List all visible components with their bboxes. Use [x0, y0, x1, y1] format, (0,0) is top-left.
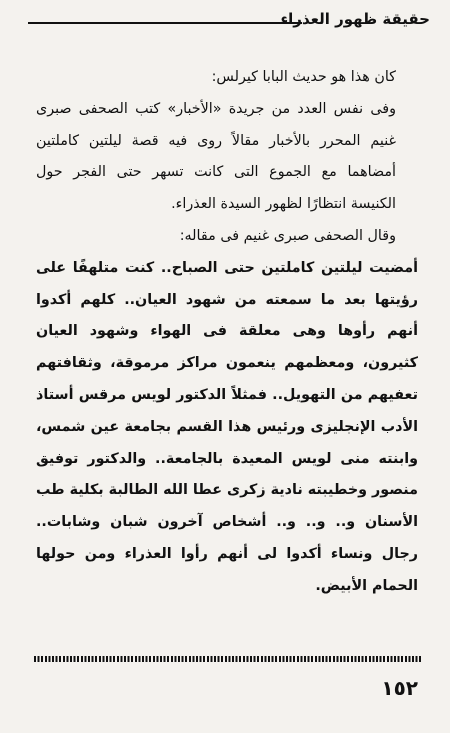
header-rule	[28, 22, 302, 24]
running-header	[28, 8, 430, 34]
paragraph-3: وقال الصحفى صبرى غنيم فى مقاله:	[179, 227, 396, 244]
paragraph-1: كان هذا هو حديث البابا كيرلس:	[211, 69, 396, 85]
paragraph-4-text: أمضيت ليلتين كاملتين حتى الصباح.. كنت متلهفًا على رؤيتها بعد ما سمعته من شهود العيان.. كلهم أكدوا أنهم رأوها وهى معلقة فى الهواء وشهود العيان كثيرون، ومعظمهم ينعمون مراكز مرموقة، وثقافتهم تعفيهم من التهويل.. فمثلاً الدكتور لويس مرقس أستاذ الأدب الإنجليزى ورئيس هذا القسم بجامعة عين شمس، وابنته منى لويس المعيدة بالجامعة.. والدكتور توفيق منصور وخطيبته نادية زكرى عطا الله الطالبة بكلية طب الأسنان و.. و.. و.. أشخاص آخرون شبان وشابات.. رجال ونساء أكدوا لى أنهم رأوا العذراء ومن حولها الحمام الأبيض.	[36, 259, 418, 594]
body-text	[36, 62, 418, 603]
paragraph-4	[36, 253, 418, 603]
paragraph-2: وفى نفس العدد من جريدة «الأخبار» كتب الصحفى صبرى غنيم المحرر بالأخبار مقالاً روى فيه قصة ليلتين كاملتين أمضاهما مع الجموع التى كانت تسهر حتى الفجر حول الكنيسة انتظارًا لظهور السيدة العذراء.	[36, 100, 396, 213]
footer-rule	[34, 656, 422, 662]
page-number: ١٥٢	[381, 676, 418, 700]
header-title: حقيقة ظهور العذراء	[280, 10, 430, 28]
